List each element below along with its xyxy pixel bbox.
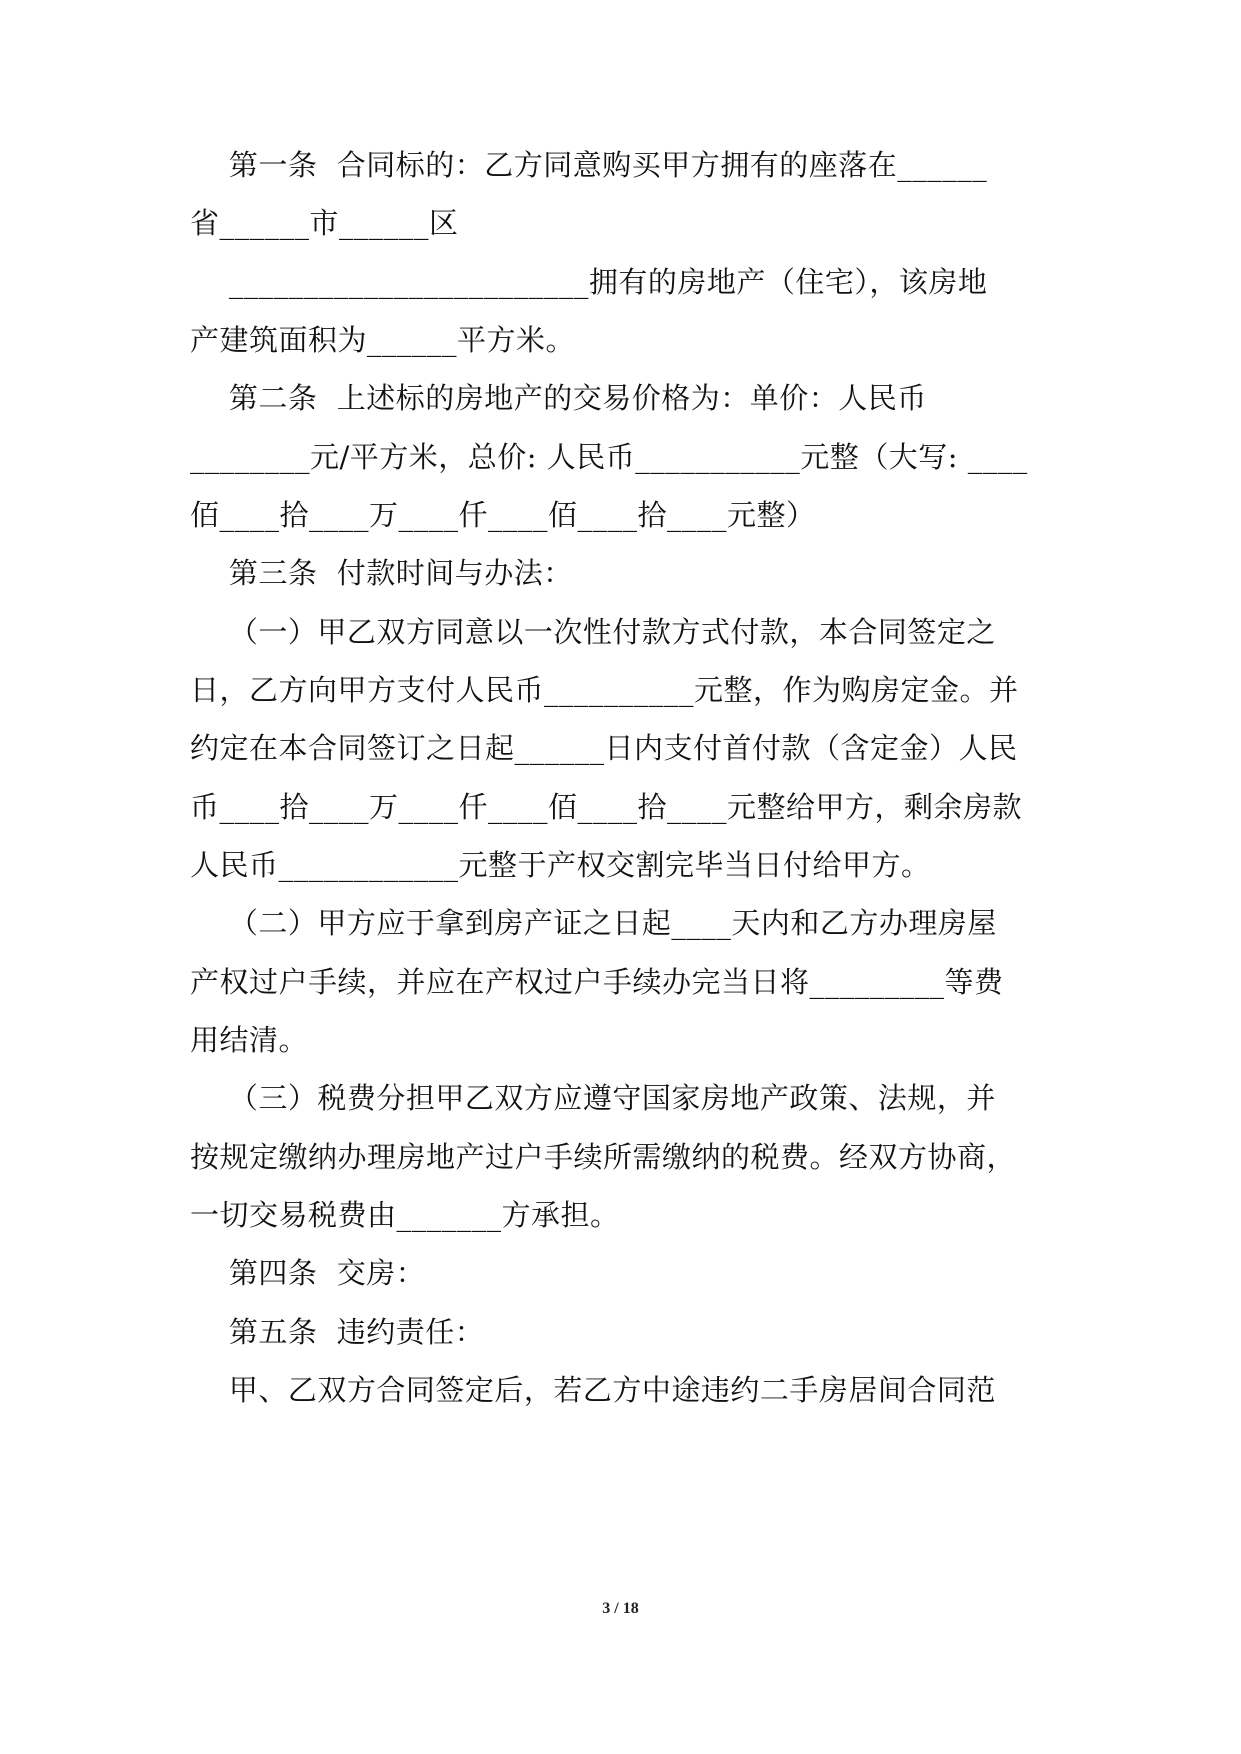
text-line: 产权过户手续，并应在产权过户手续办完当日将_________等费 <box>190 965 1004 999</box>
text-line: 第四条 交房： <box>190 1256 426 1290</box>
text-line: （二）甲方应于拿到房产证之日起____天内和乙方办理房屋 <box>190 906 997 940</box>
text-line: ________________________拥有的房地产（住宅），该房地 <box>190 265 988 299</box>
text-line: （三）税费分担甲乙双方应遵守国家房地产政策、法规，并 <box>190 1081 996 1115</box>
text-line: 约定在本合同签订之日起______日内支付首付款（含定金）人民 <box>190 731 1018 765</box>
text-line: 第一条 合同标的：乙方同意购买甲方拥有的座落在______ <box>190 148 988 182</box>
text-line: ________元/平方米，总价: 人民币___________元整（大写: ____ <box>190 440 1028 474</box>
text-line: 一切交易税费由_______方承担。 <box>190 1198 620 1232</box>
text-line: 币____拾____万____仟____佰____拾____元整给甲方，剩余房款 <box>190 790 1023 824</box>
text-line: 产建筑面积为______平方米。 <box>190 323 576 357</box>
text-line: 日，乙方向甲方支付人民币__________元整，作为购房定金。并 <box>190 673 1019 707</box>
text-line: 佰____拾____万____仟____佰____拾____元整） <box>190 498 816 532</box>
text-line: 甲、乙双方合同签定后，若乙方中途违约二手房居间合同范 <box>190 1373 996 1407</box>
text-line: 省______市______区 <box>190 206 459 240</box>
page-number: 3 / 18 <box>602 1600 639 1617</box>
text-line: 第二条 上述标的房地产的交易价格为：单价：人民币 <box>190 381 927 415</box>
text-line: 按规定缴纳办理房地产过户手续所需缴纳的税费。经双方协商， <box>190 1140 1017 1174</box>
text-line: 第五条 违约责任： <box>190 1315 485 1349</box>
text-line: 第三条 付款时间与办法： <box>190 556 573 590</box>
text-line: 人民币____________元整于产权交割完毕当日付给甲方。 <box>190 848 931 882</box>
text-line: （一）甲乙双方同意以一次性付款方式付款，本合同签定之 <box>190 615 996 649</box>
text-line: 用结清。 <box>190 1023 309 1057</box>
